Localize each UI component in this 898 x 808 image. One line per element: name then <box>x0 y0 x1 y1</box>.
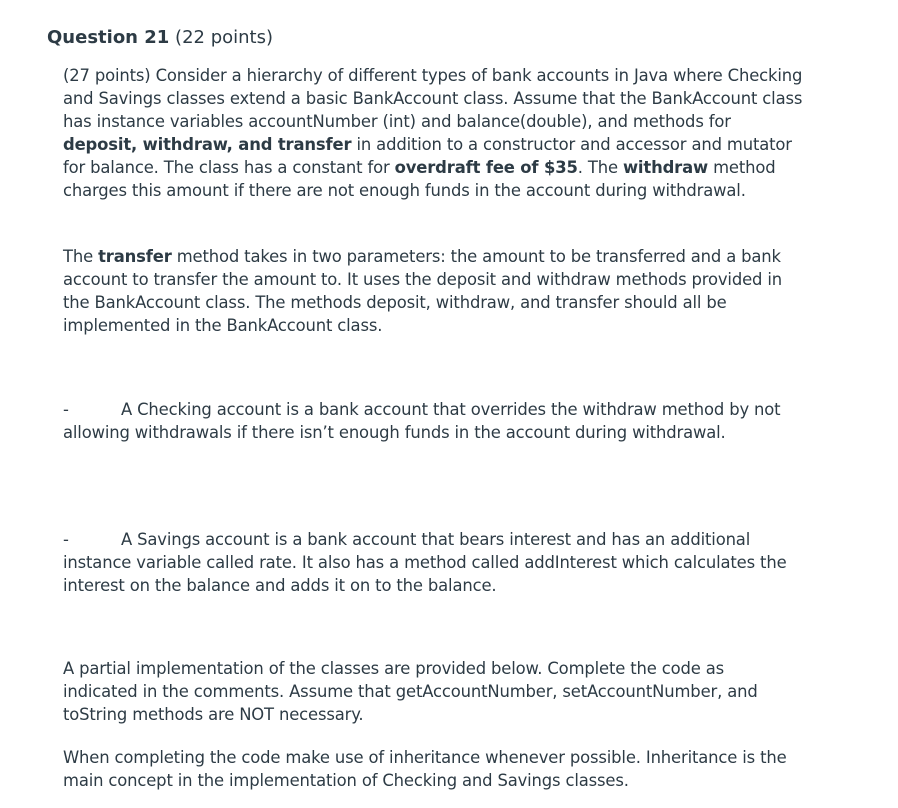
implementation-text: A partial implementation of the classes are provided below. Complete the code as indicated in the comments. Assume that getAccountNumber, setAccountNumber, and toString methods are NOT necessary. <box>63 659 758 724</box>
question-header <box>47 26 273 50</box>
question-title: Question 21 <box>47 27 170 48</box>
intro-bold-methods: deposit, withdraw, and transfer <box>63 135 352 154</box>
savings-paragraph <box>63 528 803 597</box>
transfer-text-2: method takes in two parameters: the amount to be transferred and a bank account to transfer the amount to. It uses the deposit and withdraw methods provided in the BankAccount class. The methods deposit, withdraw, and transfer should all be implemented in the BankAccount class. <box>63 247 782 335</box>
inheritance-paragraph <box>63 746 803 792</box>
intro-text-2: in addition to a constructor and accessor and mutator for balance. The class has a constant for <box>63 135 792 177</box>
savings-dash: - <box>63 530 69 549</box>
intro-text-4: method charges this amount if there are not enough funds in the account during withdrawal. <box>63 158 776 200</box>
transfer-bold: transfer <box>98 247 172 266</box>
transfer-paragraph <box>63 245 803 337</box>
inheritance-text: When completing the code make use of inheritance whenever possible. Inheritance is the main concept in the implementation of Checking and Savings classes. <box>63 748 787 790</box>
intro-bold-fee: overdraft fee of $35 <box>394 158 578 177</box>
question-points: (22 points) <box>175 27 274 48</box>
checking-paragraph <box>63 398 803 444</box>
intro-text-1: (27 points) Consider a hierarchy of different types of bank accounts in Java where Checking and Savings classes extend a basic BankAccount class. Assume that the BankAccount class has instance variables accountNumber (int) and balance(double), and methods for <box>63 66 803 131</box>
intro-bold-withdraw: withdraw <box>622 158 709 177</box>
checking-text: A Checking account is a bank account that overrides the withdraw method by not allowing withdrawals if there isn’t enough funds in the account during withdrawal. <box>63 400 781 442</box>
savings-text: A Savings account is a bank account that bears interest and has an additional instance variable called rate. It also has a method called addInterest which calculates the interest on the balance and adds it on to the balance. <box>63 530 787 595</box>
implementation-paragraph <box>63 657 803 726</box>
intro-paragraph <box>63 64 803 202</box>
checking-dash: - <box>63 400 69 419</box>
transfer-text-1: The <box>63 247 99 266</box>
intro-text-3: . The <box>577 158 623 177</box>
